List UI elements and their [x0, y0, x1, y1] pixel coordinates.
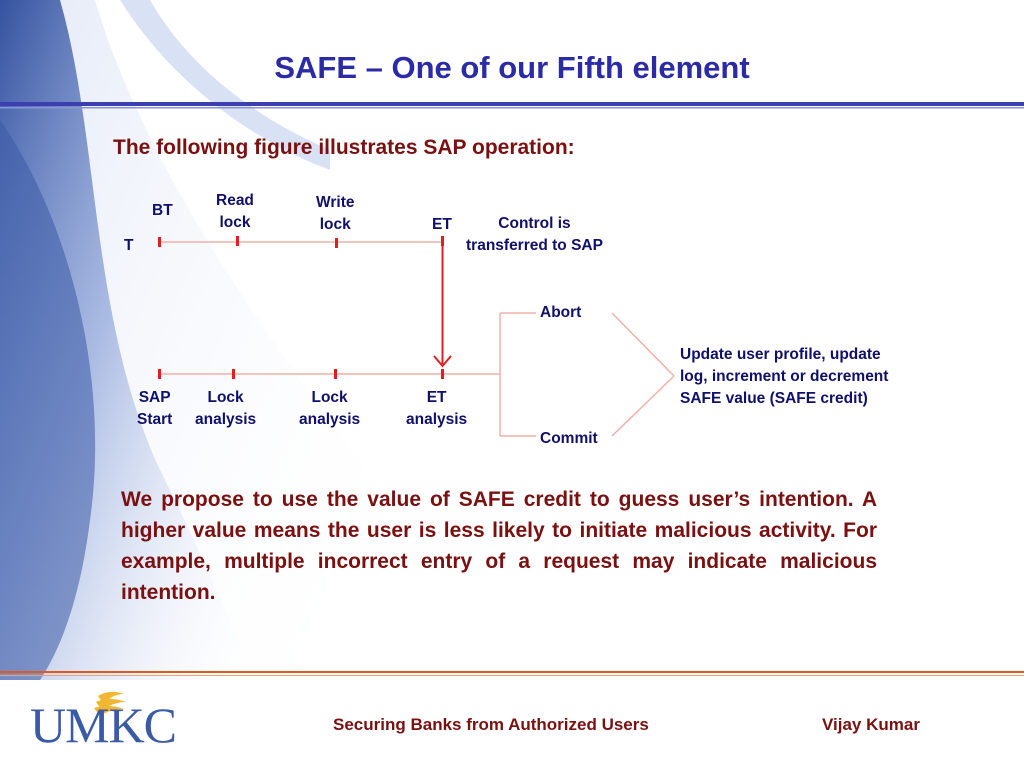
- tick-read-lock: [236, 236, 239, 246]
- tick-et: [441, 236, 444, 246]
- abort-to-update: [612, 313, 674, 376]
- tick-et-analysis: [441, 369, 444, 379]
- label-sap-start: SAP Start: [137, 389, 173, 428]
- label-bt: BT: [152, 202, 173, 219]
- label-abort: Abort: [540, 304, 582, 321]
- tick-lock-analysis-1: [232, 369, 235, 379]
- label-read-lock: Read lock: [216, 192, 254, 231]
- label-t: T: [124, 237, 134, 254]
- presentation-title: Securing Banks from Authorized Users: [333, 715, 649, 734]
- tick-lock-analysis-2: [334, 369, 337, 379]
- intro-text: The following figure illustrates SAP operation:: [113, 136, 575, 159]
- label-control-transferred: Control is transferred to SAP: [466, 215, 603, 254]
- label-lock-analysis-1: Lock analysis: [195, 389, 257, 428]
- tick-t: [158, 237, 161, 247]
- label-commit: Commit: [540, 430, 598, 447]
- author-name: Vijay Kumar: [822, 715, 920, 734]
- label-et: ET: [432, 216, 452, 233]
- label-lock-analysis-2: Lock analysis: [299, 389, 361, 428]
- commit-to-update: [612, 376, 674, 436]
- label-update-profile: Update user profile, update log, increment or decrement SAFE value (SAFE credit): [680, 346, 889, 407]
- umkc-logo: UMKC: [30, 697, 177, 753]
- proposal-paragraph: We propose to use the value of SAFE credit to guess user’s intention. A higher value means the user is less likely to initiate malicious activity. For example, multiple incorrect entry of a request may indicate malicious intention.: [121, 488, 877, 604]
- slide-title: SAFE – One of our Fifth element: [274, 50, 750, 85]
- label-write-lock: Write lock: [316, 194, 355, 233]
- tick-write-lock: [335, 238, 338, 248]
- label-et-analysis: ET analysis: [406, 389, 468, 428]
- tick-sap-start: [158, 369, 161, 379]
